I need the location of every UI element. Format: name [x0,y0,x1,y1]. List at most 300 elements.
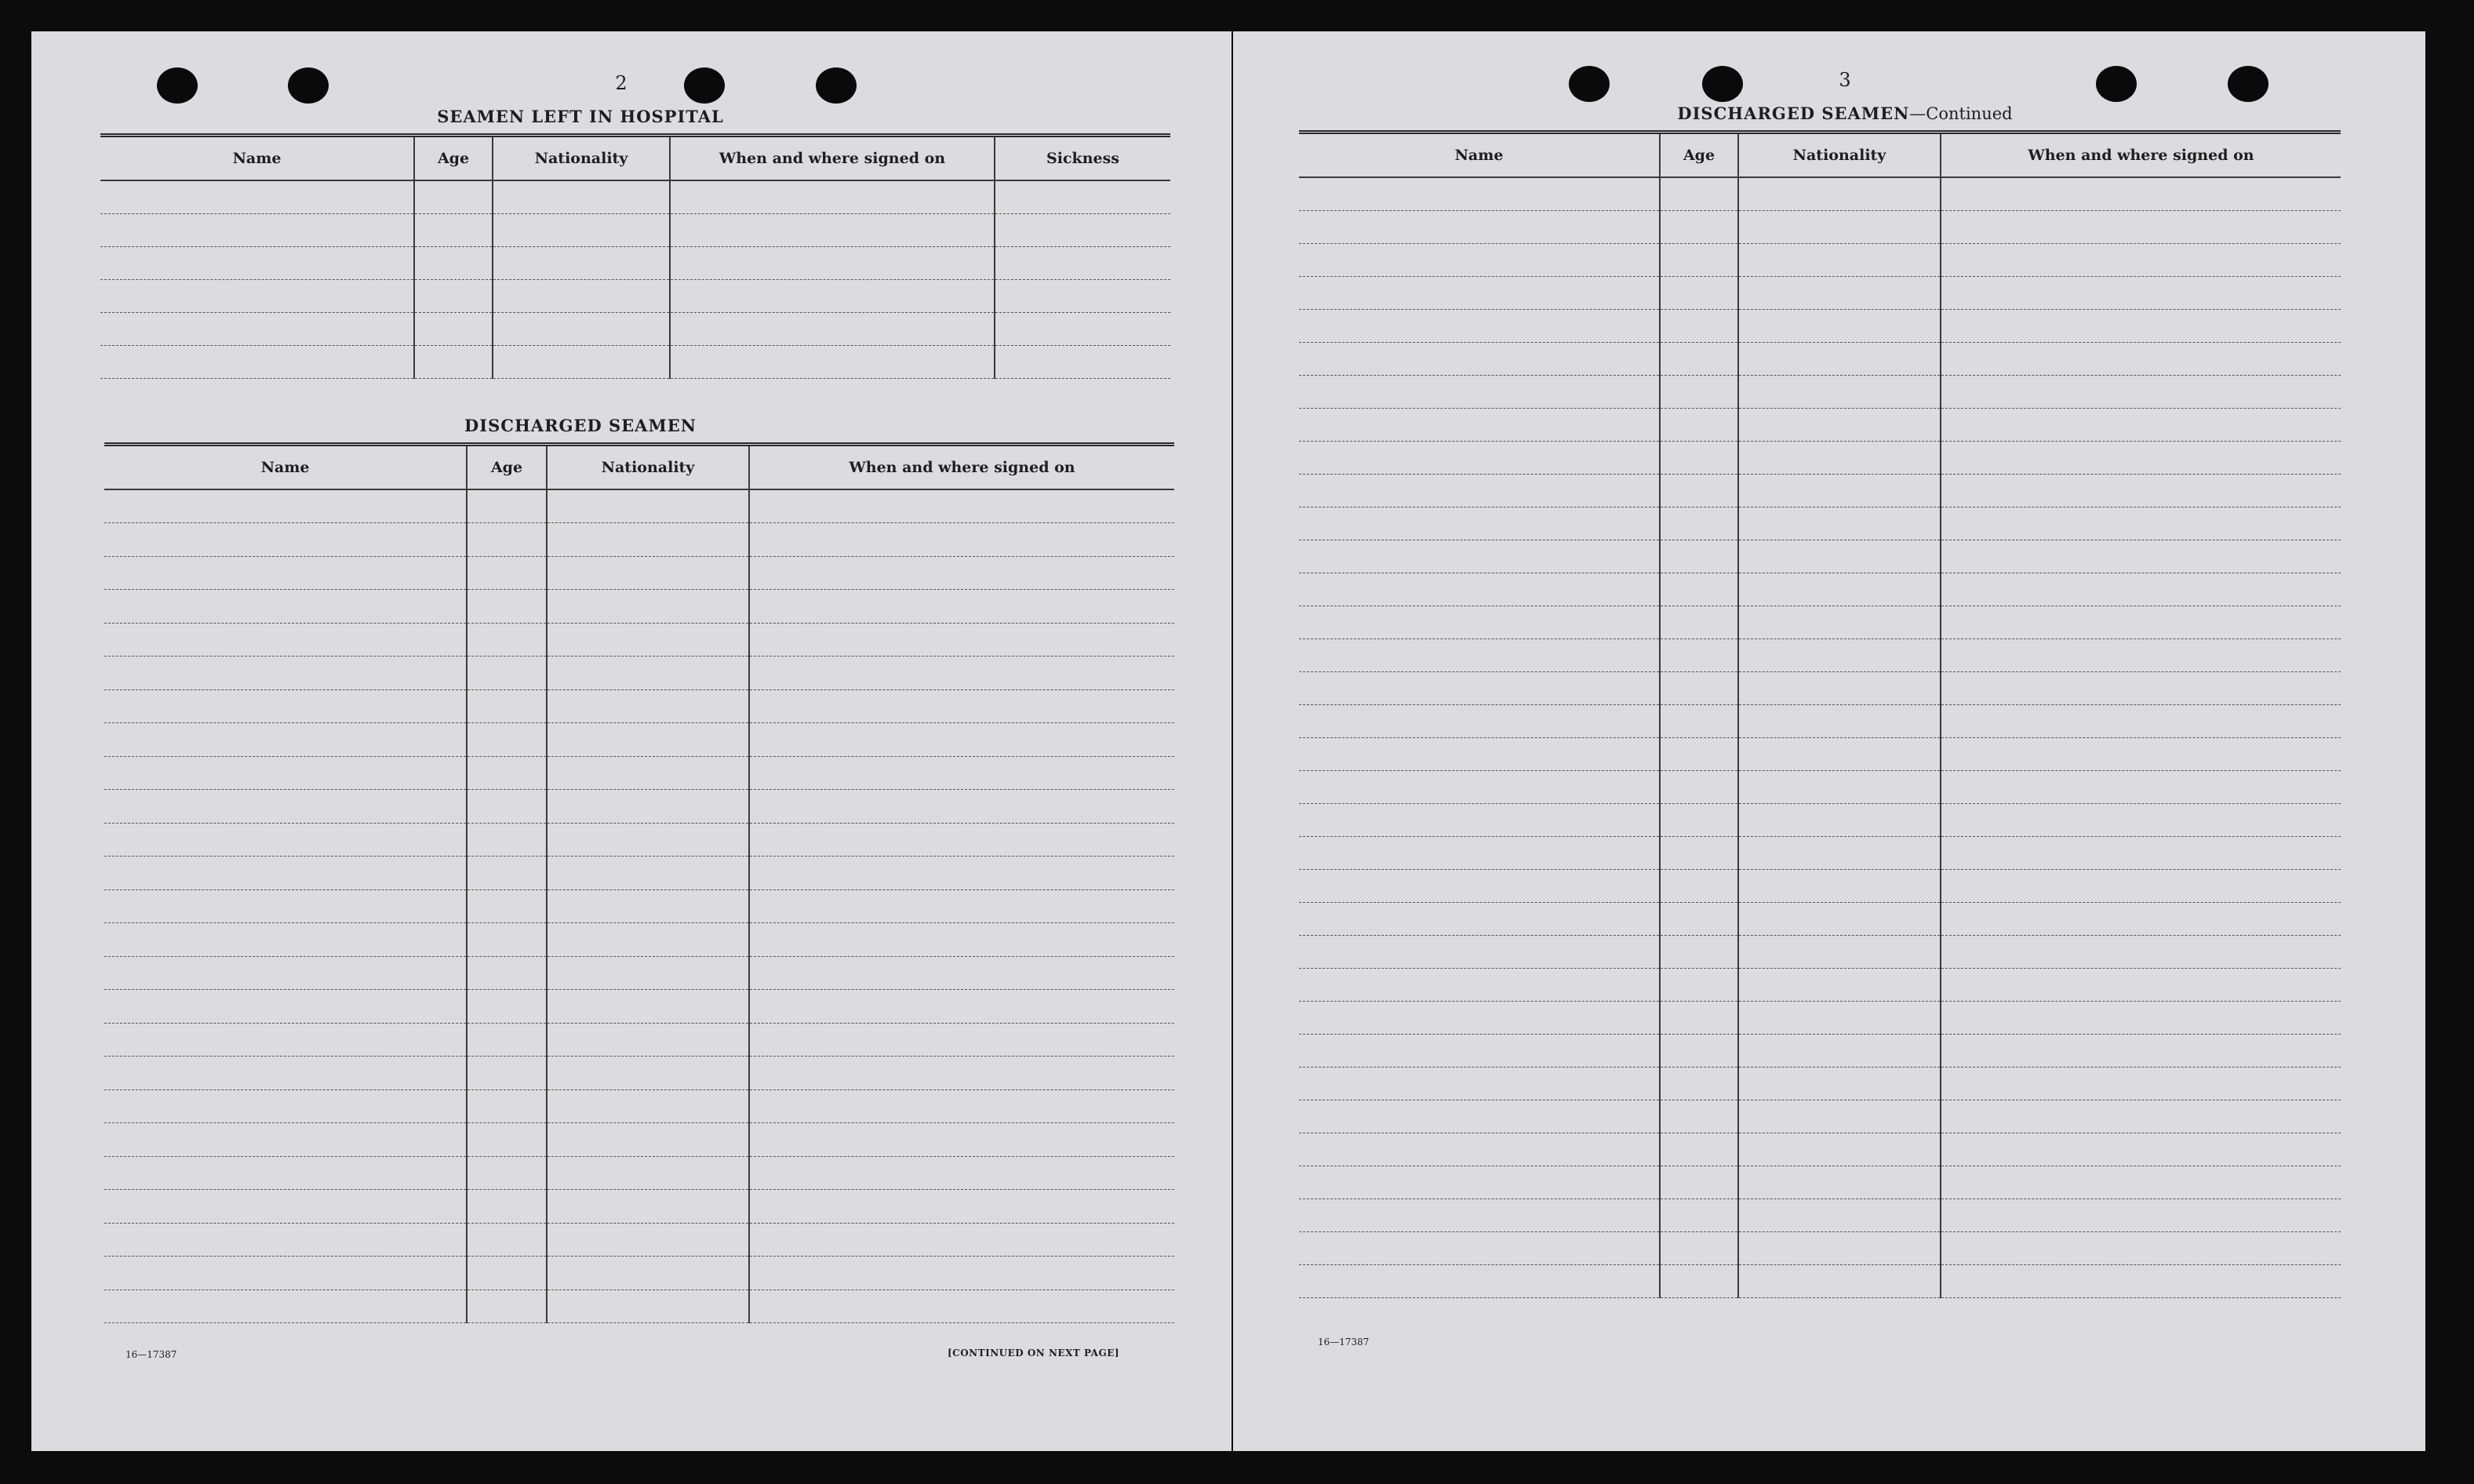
table-cell [1299,1100,1660,1133]
table-cell [749,756,1174,790]
table-cell [467,657,547,690]
table-cell [100,213,414,246]
table-cell [104,790,467,824]
table-row [104,956,1174,990]
table-cell [547,990,749,1024]
table-cell [104,823,467,857]
punch-hole [1569,66,1610,102]
table-row [1299,1264,2341,1297]
table-cell [1738,243,1941,276]
table-cell [1299,474,1660,507]
table-cell [749,1057,1174,1090]
table-cell [547,590,749,624]
table-cell [1299,869,1660,902]
table-cell [467,689,547,723]
table-cell [414,345,493,378]
table-cell [547,1223,749,1257]
table-cell [104,889,467,923]
table-cell [1738,1264,1941,1297]
discharged-section-title: DISCHARGED SEAMEN [464,416,697,435]
table-cell [749,1023,1174,1057]
table-cell [1941,309,2341,342]
table-row [1299,309,2341,342]
table-cell [467,857,547,890]
table-row [1299,1001,2341,1034]
table-cell [1660,540,1738,573]
table-cell [104,590,467,624]
col-signed-on-header: When and where signed on [1941,133,2341,178]
table-cell [1660,507,1738,540]
table-cell [670,246,995,279]
table-cell [1299,968,1660,1001]
table-cell [414,180,493,213]
table-row [104,489,1174,523]
table-cell [1660,704,1738,737]
table-cell [749,823,1174,857]
table-cell [749,523,1174,557]
table-cell [1299,704,1660,737]
table-cell [1738,474,1941,507]
table-row [104,823,1174,857]
table-row [100,279,1170,312]
table-cell [467,823,547,857]
table-cell [1299,770,1660,803]
table-row [1299,573,2341,606]
table-cell [1738,408,1941,441]
table-cell [670,345,995,378]
table-cell [1941,606,2341,638]
discharged-continued-table [1299,130,2341,1298]
table-cell [547,756,749,790]
table-cell [1660,342,1738,375]
table-cell [749,689,1174,723]
table-cell [1299,1166,1660,1198]
table-cell [104,1023,467,1057]
table-row [1299,243,2341,276]
table-row [104,1089,1174,1123]
table-cell [749,1089,1174,1123]
table-cell [1738,1100,1941,1133]
table-cell [1299,1133,1660,1166]
table-row [104,857,1174,890]
table-cell [1299,342,1660,375]
table-cell [1660,408,1738,441]
table-cell [547,1123,749,1157]
table-cell [1941,902,2341,935]
punch-hole [816,67,857,104]
table-row [104,756,1174,790]
table-cell [467,1223,547,1257]
table-row [100,213,1170,246]
table-cell [104,1289,467,1323]
table-row [1299,1231,2341,1264]
table-row [104,523,1174,557]
table-row [1299,803,2341,836]
table-cell [749,590,1174,624]
table-cell [1299,1001,1660,1034]
col-name-header: Name [100,136,414,181]
table-cell [1738,342,1941,375]
table-cell [1660,803,1738,836]
table-row [1299,968,2341,1001]
table-cell [1660,1067,1738,1100]
table-cell [1299,1231,1660,1264]
table-cell [1941,441,2341,474]
table-row [104,1023,1174,1057]
table-cell [1941,836,2341,869]
table-cell [104,1190,467,1224]
table-cell [749,956,1174,990]
table-cell [1941,540,2341,573]
col-signed-on-header: When and where signed on [749,445,1174,490]
table-cell [1660,276,1738,309]
table-cell [1738,276,1941,309]
table-row [104,1057,1174,1090]
table-cell [1299,1067,1660,1100]
table-row [104,1156,1174,1190]
table-cell [467,1257,547,1290]
table-cell [104,657,467,690]
table-row [1299,408,2341,441]
table-row [1299,606,2341,638]
table-cell [467,556,547,590]
table-cell [1941,1001,2341,1034]
table-cell [995,345,1170,378]
table-cell [493,213,670,246]
table-cell [467,756,547,790]
table-cell [749,1123,1174,1157]
table-cell [467,590,547,624]
table-cell [547,790,749,824]
table-cell [1941,935,2341,968]
table-cell [1660,737,1738,770]
table-cell [1660,210,1738,243]
table-cell [547,556,749,590]
table-cell [1299,803,1660,836]
table-cell [467,790,547,824]
table-cell [1738,573,1941,606]
table-row [100,312,1170,345]
table-cell [547,523,749,557]
table-cell [547,857,749,890]
table-cell [104,756,467,790]
col-age-header: Age [467,445,547,490]
table-row [100,345,1170,378]
punch-hole [684,67,725,104]
table-row [1299,770,2341,803]
table-row [1299,737,2341,770]
table-cell [995,279,1170,312]
table-cell [547,1057,749,1090]
table-cell [467,1190,547,1224]
table-row [1299,1067,2341,1100]
col-nationality-header: Nationality [547,445,749,490]
table-cell [1738,1133,1941,1166]
table-cell [493,180,670,213]
table-row [1299,836,2341,869]
table-cell [1660,968,1738,1001]
table-cell [1738,210,1941,243]
table-cell [749,657,1174,690]
table-cell [749,857,1174,890]
table-cell [1738,770,1941,803]
table-cell [547,489,749,523]
table-cell [1941,507,2341,540]
table-cell [414,312,493,345]
table-cell [547,1089,749,1123]
table-cell [1299,935,1660,968]
table-row [1299,935,2341,968]
table-cell [1299,1264,1660,1297]
table-cell [1738,737,1941,770]
table-cell [1299,507,1660,540]
table-cell [1941,243,2341,276]
table-cell [670,213,995,246]
table-cell [1941,408,2341,441]
discharged-continued-title [1531,104,2159,123]
table-cell [1660,1264,1738,1297]
table-cell [1660,671,1738,704]
table-cell [1660,177,1738,210]
table-cell [1738,638,1941,671]
table-cell [104,956,467,990]
table-cell [1660,902,1738,935]
table-cell [1941,968,2341,1001]
table-row [104,889,1174,923]
table-row [1299,1133,2341,1166]
table-cell [1941,177,2341,210]
table-cell [1941,1198,2341,1231]
table-cell [1660,1231,1738,1264]
table-row [1299,540,2341,573]
continued-note: [CONTINUED ON NEXT PAGE] [948,1348,1120,1359]
table-cell [749,1156,1174,1190]
table-cell [104,723,467,757]
table-row [1299,375,2341,408]
table-cell [547,923,749,957]
table-row [104,689,1174,723]
table-cell [104,1123,467,1157]
title-main: DISCHARGED SEAMEN [1677,104,1910,123]
table-cell [1738,1231,1941,1264]
table-cell [1941,803,2341,836]
table-row [1299,869,2341,902]
table-cell [1299,243,1660,276]
table-cell [1941,474,2341,507]
table-cell [1941,375,2341,408]
table-cell [467,923,547,957]
table-cell [100,345,414,378]
table-cell [1660,869,1738,902]
table-cell [467,723,547,757]
table-cell [1660,836,1738,869]
table-cell [1738,902,1941,935]
table-cell [104,489,467,523]
table-row [104,1289,1174,1323]
table-cell [414,279,493,312]
table-cell [1941,737,2341,770]
table-cell [1660,606,1738,638]
table-cell [1941,1133,2341,1166]
table-cell [1299,606,1660,638]
table-cell [414,213,493,246]
table-cell [104,689,467,723]
table-cell [1299,1034,1660,1067]
table-cell [749,1257,1174,1290]
table-cell [1660,770,1738,803]
table-row [104,1257,1174,1290]
table-cell [1738,441,1941,474]
table-cell [1941,1264,2341,1297]
table-cell [547,1190,749,1224]
table-cell [749,623,1174,657]
table-cell [1660,1166,1738,1198]
hospital-section-title: SEAMEN LEFT IN HOSPITAL [437,107,724,126]
table-cell [1941,210,2341,243]
table-cell [1660,441,1738,474]
table-row [104,790,1174,824]
table-cell [1941,770,2341,803]
col-sickness-header: Sickness [995,136,1170,181]
table-cell [1738,968,1941,1001]
table-cell [1738,836,1941,869]
table-row [1299,276,2341,309]
col-name-header: Name [104,445,467,490]
table-cell [493,312,670,345]
table-cell [1738,935,1941,968]
table-cell [1738,375,1941,408]
punch-hole [2096,66,2137,102]
table-cell [1299,375,1660,408]
table-cell [1941,276,2341,309]
table-cell [1660,243,1738,276]
table-cell [1299,441,1660,474]
table-cell [995,246,1170,279]
table-cell [104,523,467,557]
table-row [104,657,1174,690]
table-cell [1299,408,1660,441]
table-cell [104,990,467,1024]
table-row [1299,342,2341,375]
table-cell [1660,309,1738,342]
table-cell [1941,342,2341,375]
table-cell [1299,836,1660,869]
table-cell [547,657,749,690]
table-row [1299,704,2341,737]
table-cell [467,956,547,990]
table-row [1299,441,2341,474]
table-cell [1660,935,1738,968]
table-cell [1738,507,1941,540]
table-cell [467,1057,547,1090]
table-cell [1299,671,1660,704]
table-cell [749,1223,1174,1257]
table-cell [1941,1067,2341,1100]
table-cell [1738,803,1941,836]
col-age-header: Age [414,136,493,181]
col-name-header: Name [1299,133,1660,178]
table-cell [100,246,414,279]
form-code: 16—17387 [1318,1337,1370,1348]
table-cell [670,180,995,213]
table-cell [104,1089,467,1123]
table-cell [1738,540,1941,573]
table-cell [1738,1198,1941,1231]
table-row [104,1190,1174,1224]
table-cell [1941,704,2341,737]
table-cell [104,857,467,890]
left-page [31,31,1232,1451]
form-code: 16—17387 [126,1349,177,1360]
table-cell [467,1123,547,1157]
table-cell [1299,309,1660,342]
table-row [104,1223,1174,1257]
table-cell [467,523,547,557]
table-cell [104,556,467,590]
table-row [1299,1166,2341,1198]
table-cell [1660,474,1738,507]
table-cell [1941,1100,2341,1133]
page-number: 2 [615,72,628,94]
table-cell [104,1057,467,1090]
table-cell [995,180,1170,213]
table-cell [547,1257,749,1290]
table-cell [1299,540,1660,573]
table-cell [1941,638,2341,671]
table-cell [995,213,1170,246]
discharged-table [104,442,1174,1323]
table-cell [1299,210,1660,243]
table-cell [1941,1166,2341,1198]
table-row [1299,1198,2341,1231]
table-cell [670,279,995,312]
table-row [1299,474,2341,507]
table-cell [1299,638,1660,671]
table-cell [547,1023,749,1057]
table-cell [1941,1034,2341,1067]
table-row [1299,638,2341,671]
table-cell [1738,869,1941,902]
table-cell [1941,573,2341,606]
table-cell [1299,902,1660,935]
table-cell [414,246,493,279]
table-cell [749,990,1174,1024]
table-row [1299,902,2341,935]
table-cell [1738,177,1941,210]
col-nationality-header: Nationality [493,136,670,181]
table-cell [547,889,749,923]
table-cell [493,279,670,312]
table-cell [493,345,670,378]
table-cell [1738,1034,1941,1067]
table-cell [104,923,467,957]
punch-hole [288,67,329,104]
table-cell [493,246,670,279]
table-row [104,723,1174,757]
col-age-header: Age [1660,133,1738,178]
table-cell [100,312,414,345]
table-cell [1660,573,1738,606]
punch-hole [157,67,198,104]
table-cell [749,923,1174,957]
page-number: 3 [1839,69,1851,91]
table-row [1299,177,2341,210]
table-cell [104,623,467,657]
table-cell [104,1223,467,1257]
table-cell [1941,869,2341,902]
table-cell [467,889,547,923]
table-cell [1299,573,1660,606]
